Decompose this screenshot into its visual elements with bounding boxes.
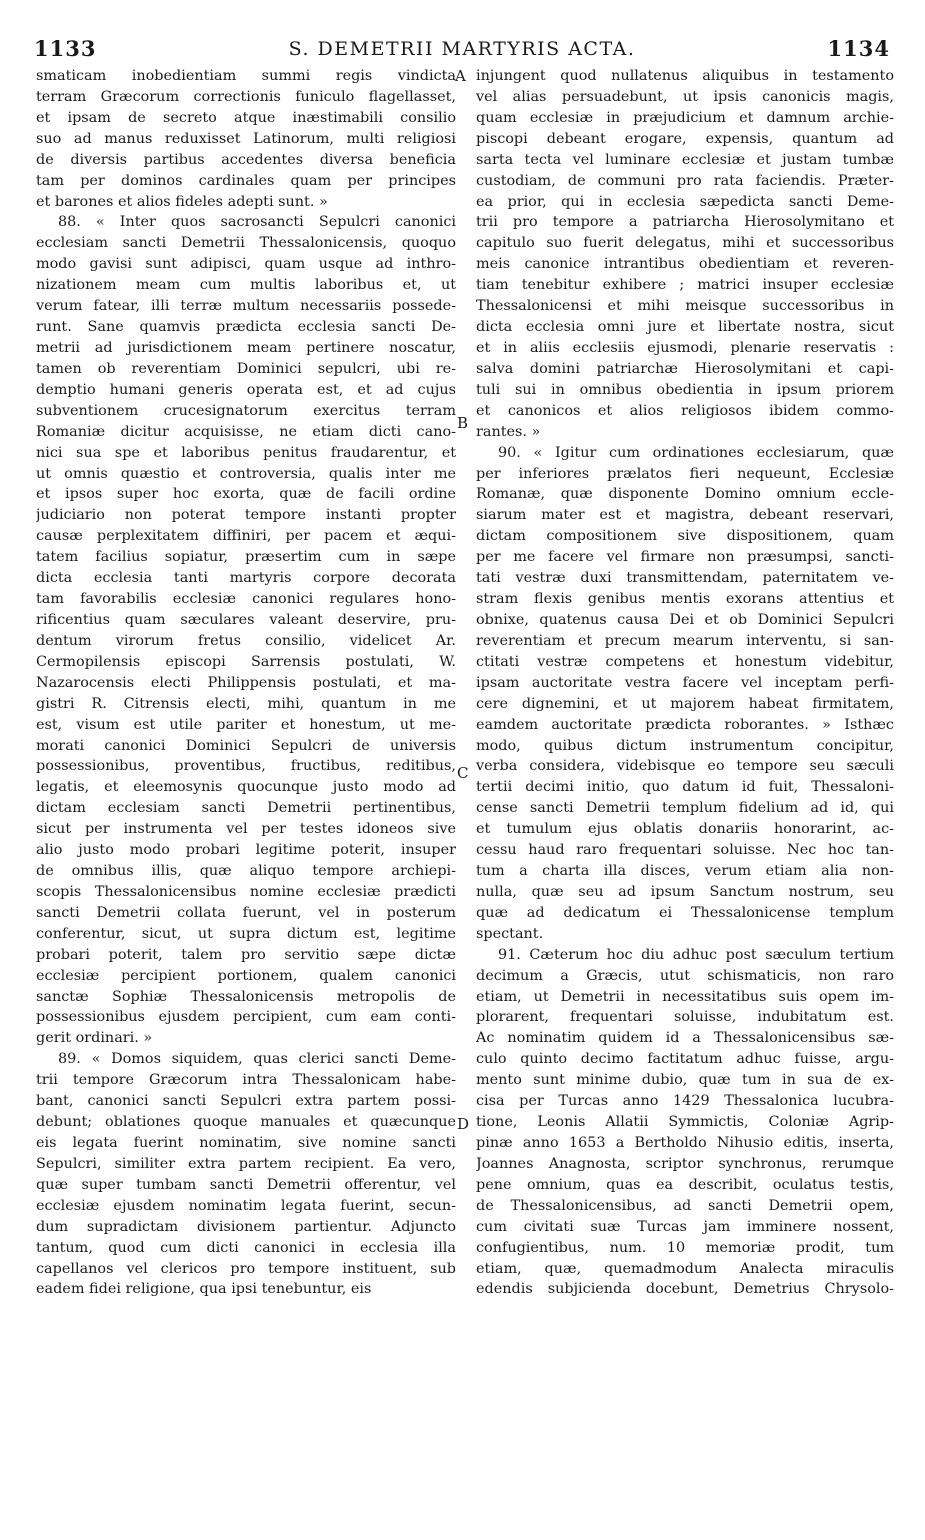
left-text-column [36, 66, 456, 1300]
text-line: quam ecclesiæ in præjudicium et damnum archie- [476, 109, 894, 126]
text-line: vel alias persuadebunt, ut ipsis canonicis magis, [476, 88, 894, 105]
text-line: et barones et alios fideles adepti sunt. » [36, 193, 328, 210]
text-line: trii tempore Græcorum intra Thessalonicam habe- [36, 1072, 456, 1089]
text-line: 91. Cæterum hoc diu adhuc post sæculum tertium [498, 946, 894, 963]
text-line: Joannes Anagnosta, scriptor synchronus, rerumque [476, 1155, 894, 1172]
text-line: pene omnium, quas ea describit, oculatus testis, [476, 1176, 894, 1193]
text-line: ea prior, qui in ecclesia sæpedicta sancti Deme- [476, 193, 894, 210]
text-line: possessionibus, proventibus, fructibus, reditibus, [36, 758, 456, 775]
text-line: decimum a Græcis, utut schismaticis, non raro [476, 967, 894, 984]
text-line: sancti Demetrii collata fuerunt, vel in posterum [36, 904, 456, 921]
text-line: nulla, quæ seu ad ipsum Sanctum nostrum, seu [476, 883, 894, 900]
text-line: trii pro tempore a patriarcha Hierosolymitano et [476, 214, 894, 231]
text-line: dicta ecclesia omni jure et libertate nostra, sicut [476, 319, 894, 336]
text-line: est, visum est utile pariter et honestum, ut me- [36, 716, 456, 733]
text-line: Cermopilensis episcopi Sarrensis postulati, W. [36, 653, 456, 670]
text-line: et canonicos et alios religiosos ibidem commo- [476, 402, 894, 419]
text-line: quæ super tumbam sancti Demetrii offerentur, vel [36, 1176, 456, 1193]
text-line: modo gavisi sunt adipisci, quam usque ad inthro- [36, 256, 456, 273]
text-line: meis canonice intrantibus obedientiam et reveren- [476, 256, 894, 273]
text-line: demptio humani generis operata est, et ad cujus [36, 381, 456, 398]
text-line: ut omnis quæstio et controversia, qualis inter me [36, 465, 456, 482]
margin-marker-b: B [457, 414, 469, 432]
text-line: piscopi debeant erogare, expensis, quantum ad [476, 130, 894, 147]
text-line: sanctæ Sophiæ Thessalonicensis metropolis de [36, 988, 456, 1005]
text-line: judiciario non poterat tempore instanti propter [36, 507, 456, 524]
text-line: et in aliis ecclesiis ejusmodi, plenarie reservatis : [476, 339, 894, 356]
text-line: ecclesiam sancti Demetrii Thessalonicensis, quoquo [36, 235, 456, 252]
text-line: smaticam inobedientiam summi regis vindicta [36, 68, 456, 84]
text-line: conferentur, sicut, ut supra dictum est, legitime [36, 925, 456, 942]
text-line: eadem fidei religione, qua ipsi tenebuntur, eis [36, 1281, 372, 1298]
text-line: Romaniæ dicitur acquisisse, ne etiam dicti cano- [36, 423, 456, 440]
text-line: possessionibus ejusdem percipient, cum eam conti- [36, 1009, 456, 1026]
text-line: confugientibus, num. 10 memoriæ prodit, tum [476, 1239, 894, 1256]
text-line: Thessalonicensi et mihi meisque successoribus in [476, 298, 894, 315]
text-line: Ac nominatim quidem id a Thessalonicensibus sæ- [476, 1030, 894, 1047]
text-line: cisa per Turcas anno 1429 Thessalonica lucubra- [476, 1093, 894, 1110]
text-line: cere dignemini, et ut majorem habeat firmitatem, [476, 695, 894, 712]
text-line: runt. Sane quamvis prædicta ecclesia sancti De- [36, 319, 456, 336]
text-line: causæ perplexitatem diffiniri, per pacem et æqui- [36, 528, 456, 545]
text-line: ecclesiæ percipient portionem, qualem canonici [36, 967, 456, 984]
text-line: sarta tecta vel luminare ecclesiæ et justam tumbæ [476, 151, 894, 168]
text-line: stram flexis genibus mentis exorans attentius et [476, 591, 894, 608]
text-line: debunt; oblationes quoque manuales et quæcunque [36, 1114, 456, 1131]
text-line: verum fatear, illi terræ multum necessariis possede- [36, 298, 456, 315]
text-line: quæ ad dedicatum ei Thessalonicense templum [476, 904, 894, 921]
text-line: pinæ anno 1653 a Bertholdo Nihusio editis, inserta, [476, 1135, 894, 1152]
running-header [34, 36, 890, 66]
text-line: cense sancti Demetrii templum fidelium ad id, qui [476, 800, 894, 817]
text-line: dum supradictam divisionem partientur. Adjuncto [36, 1218, 456, 1235]
text-line: capellanos vel clericos pro tempore instituent, sub [36, 1260, 456, 1277]
text-line: dictam ecclesiam sancti Demetrii pertinentibus, [36, 800, 456, 817]
text-line: 88. « Inter quos sacrosancti Sepulcri canonici [58, 214, 456, 231]
page-number-right: 1134 [827, 36, 890, 61]
text-line: dicta ecclesia tanti martyris corpore decorata [36, 570, 456, 587]
text-line: modo, quibus dictum instrumentum concipitur, [476, 737, 894, 754]
text-line: capitulo suo fuerit delegatus, mihi et successoribus [476, 235, 894, 252]
margin-marker-a: A [455, 67, 466, 85]
text-line: cum civitati suæ Turcas jam imminere nossent, [476, 1218, 894, 1235]
text-line: tatem facilius sopiatur, præsertim cum in sæpe [36, 549, 456, 566]
text-line: tam per dominos cardinales quam per principes [36, 172, 456, 189]
text-line: tum a charta illa disces, verum etiam alia non- [476, 863, 894, 880]
text-line: per inferiores prælatos fieri nequeunt, Ecclesiæ [476, 465, 894, 482]
text-line: custodiam, de communi pro rata faciendis. Præter- [476, 172, 894, 189]
text-line: culo quinto decimo factitatum adhuc fuisse, argu- [476, 1051, 894, 1068]
text-line: et tumulum ejus oblatis donariis honorarint, ac- [476, 821, 894, 838]
text-line: reverentiam et precum mearum interventu, si san- [476, 632, 894, 649]
text-line: injungent quod nullatenus aliquibus in testamento [476, 68, 894, 84]
text-line: rantes. » [476, 423, 541, 440]
text-line: legatis, et eleemosynis quocunque justo modo ad [36, 779, 456, 796]
text-line: nici sua spe et laboribus penitus fraudarentur, et [36, 444, 456, 461]
text-line: ctitati vestræ competens et honestum videbitur, [476, 653, 894, 670]
text-line: eamdem auctoritate prædicta roborantes. » Isthæc [476, 716, 894, 733]
text-line: morati canonici Dominici Sepulcri de universis [36, 737, 456, 754]
text-line: et ipsos super hoc exorta, quæ de facili ordine [36, 486, 456, 503]
text-line: sicut per instrumenta vel per testes idoneos sive [36, 821, 456, 838]
text-line: ipsam auctoritate vestra facere vel inceptam perfi- [476, 674, 894, 691]
text-line: etiam, ut Demetrii in necessitatibus suis opem im- [476, 988, 894, 1005]
text-line: dictam compositionem sive dispositionem, quam [476, 528, 894, 545]
margin-marker-d: D [457, 1115, 470, 1133]
text-line: obnixe, quatenus causa Dei et ob Dominici Sepulcri [476, 611, 894, 628]
text-line: gistri R. Citrensis electi, mihi, quantum in me [36, 695, 456, 712]
text-line: terram Græcorum correctionis funiculo flagellasset, [36, 88, 456, 105]
text-line: dentum virorum fretus consilio, videlicet Ar. [36, 632, 456, 649]
text-line: probari poterit, talem pro servitio sæpe dictæ [36, 946, 456, 963]
text-line: siarum mater est et magistra, debeant reservari, [476, 507, 894, 524]
text-line: per me facere vel firmare non præsumpsi, sancti- [476, 549, 894, 566]
text-line: tertii decimi initio, quo datum id fuit, Thessaloni- [476, 779, 894, 796]
text-line: 89. « Domos siquidem, quas clerici sancti Deme- [58, 1051, 456, 1068]
text-line: mento sunt minime dubio, quæ tum in sua de ex- [476, 1072, 894, 1089]
text-line: spectant. [476, 925, 544, 942]
text-line: Nazarocensis electi Philippensis postulati, et ma- [36, 674, 456, 691]
text-line: de omnibus illis, quæ aliquo tempore archiepi- [36, 863, 456, 880]
text-line: tione, Leonis Allatii Symmictis, Coloniæ Agrip- [476, 1114, 894, 1131]
text-line: tantum, quod cum dicti canonici in ecclesia illa [36, 1239, 456, 1256]
text-line: Sepulcri, similiter extra partem recipient. Ea vero, [36, 1155, 456, 1172]
running-title: S. DEMETRII MARTYRIS ACTA. [288, 38, 636, 60]
text-line: Romanæ, quæ disponente Domino omnium eccle- [476, 486, 894, 503]
text-line: de diversis partibus accedentes diversa beneficia [36, 151, 456, 168]
text-line: eis legata fuerint nominatim, sive nomine sancti [36, 1135, 456, 1152]
text-line: tamen ob reverentiam Dominici sepulcri, ubi re- [36, 360, 456, 377]
text-line: scopis Thessalonicensibus nomine ecclesiæ prædicti [36, 883, 456, 900]
text-line: tuli sui in omnibus obedientia in ipsum priorem [476, 381, 894, 398]
text-line: edendis subjicienda docebunt, Demetrius Chrysolo- [476, 1281, 894, 1298]
text-line: rificentius quam sæculares valeant deservire, pru- [36, 611, 456, 628]
text-line: salva domini patriarchæ Hierosolymitani et capi- [476, 360, 894, 377]
text-line: suo ad manus reduxisset Latinorum, multi religiosi [36, 130, 456, 147]
text-line: verba considera, videbisque eo tempore seu sæculi [476, 758, 894, 775]
text-line: et ipsam de secreto atque inæstimabili consilio [36, 109, 456, 126]
text-line: tam favorabilis ecclesiæ canonici regulares hono- [36, 591, 456, 608]
text-line: etiam, quæ, quemadmodum Analecta miraculis [476, 1260, 894, 1277]
page-number-left: 1133 [34, 36, 97, 61]
right-text-column [476, 66, 894, 1300]
text-line: tiam tenebitur exhibere ; matrici insuper ecclesiæ [476, 277, 894, 294]
text-line: subventionem crucesignatorum exercitus terram [36, 402, 456, 419]
text-line: ecclesiæ ejusdem nominatim legata fuerint, secun- [36, 1197, 456, 1214]
text-line: tati vestræ duxi transmittendam, paternitatem ve- [476, 570, 894, 587]
text-line: metrii ad jurisdictionem meam pertinere noscatur, [36, 339, 456, 356]
text-line: cessu haud raro frequentari soluisse. Nec hoc tan- [476, 842, 894, 859]
text-line: plorarent, frequentari soluisse, indubitatum est. [476, 1009, 894, 1026]
text-line: 90. « Igitur cum ordinationes ecclesiarum, quæ [498, 444, 894, 461]
text-line: de Thessalonicensibus, ad sancti Demetrii opem, [476, 1197, 894, 1214]
text-line: nizationem meam cum multis laboribus et, ut [36, 277, 456, 294]
margin-marker-c: C [457, 764, 469, 782]
text-line: alio justo modo probari legitime poterit, insuper [36, 842, 456, 859]
text-line: bant, canonici sancti Sepulcri extra partem possi- [36, 1093, 456, 1110]
text-line: gerit ordinari. » [36, 1030, 153, 1047]
